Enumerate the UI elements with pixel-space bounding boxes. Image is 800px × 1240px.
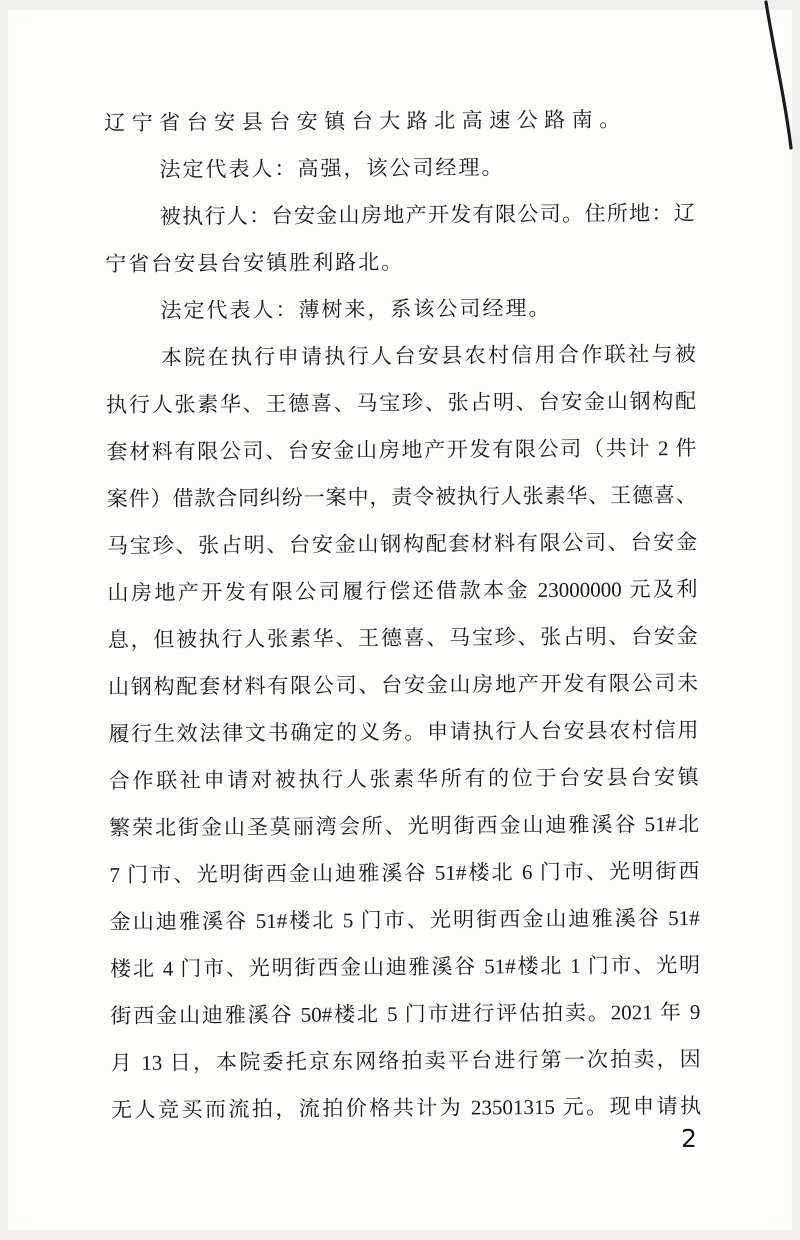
document-line: 套材料有限公司、台安金山房地产开发有限公司（共计 2 件: [106, 435, 697, 465]
document-line: 山房地产开发有限公司履行偿还借款本金 23000000 元及利: [107, 576, 698, 606]
document-line: 金山迪雅溪谷 51#楼北 5 门市、光明街西金山迪雅溪谷 51#: [109, 905, 700, 935]
document-line: 无人竞买而流拍，流拍价格共计为 23501315 元。现申请执: [110, 1093, 702, 1123]
document-line: 案件）借款合同纠纷一案中，责令被执行人张素华、王德喜、: [106, 482, 697, 512]
document-line: 法定代表人：薄树来，系该公司经理。: [160, 295, 552, 323]
document-line: 月 13 日，本院委托京东网络拍卖平台进行第一次拍卖，因: [110, 1046, 701, 1076]
document-line: 法定代表人：高强，该公司经理。: [159, 155, 505, 182]
document-line: 合作联社申请对被执行人张素华所有的位于台安县台安镇: [108, 764, 699, 794]
document-line: 息，但被执行人张素华、王德喜、马宝珍、张占明、台安金: [107, 623, 698, 653]
document-line: 马宝珍、张占明、台安金山钢构配套材料有限公司、台安金: [107, 529, 698, 559]
document-line: 被执行人：台安金山房地产开发有限公司。住所地：辽: [159, 200, 695, 229]
page-number: 2: [681, 1124, 697, 1153]
document-line: 楼北 4 门市、光明街西金山迪雅溪谷 51#楼北 1 门市、光明: [109, 952, 701, 982]
document-text: [104, 96, 701, 1134]
document-line: 街西金山迪雅溪谷 50#楼北 5 门市进行评估拍卖。2021 年 9: [110, 999, 701, 1029]
document-line: 宁省台安县台安镇胜利路北。: [105, 249, 405, 277]
document-page: [8, 10, 792, 1230]
document-line: 履行生效法律文书确定的义务。申请执行人台安县农村信用: [108, 717, 699, 747]
document-line: 执行人张素华、王德喜、马宝珍、张占明、台安金山钢构配: [106, 388, 697, 418]
document-line: 繁荣北街金山圣莫丽湾会所、光明街西金山迪雅溪谷 51#北: [109, 811, 700, 841]
document-line: 辽宁省台安县台安镇台大路北高速公路南。: [104, 107, 627, 136]
document-line: 本院在执行申请执行人台安县农村信用合作联社与被: [160, 341, 696, 370]
document-line: 7 门市、光明街西金山迪雅溪谷 51#楼北 6 门市、光明街西: [109, 858, 700, 888]
document-line: 山钢构配套材料有限公司、台安金山房地产开发有限公司未: [108, 670, 699, 700]
